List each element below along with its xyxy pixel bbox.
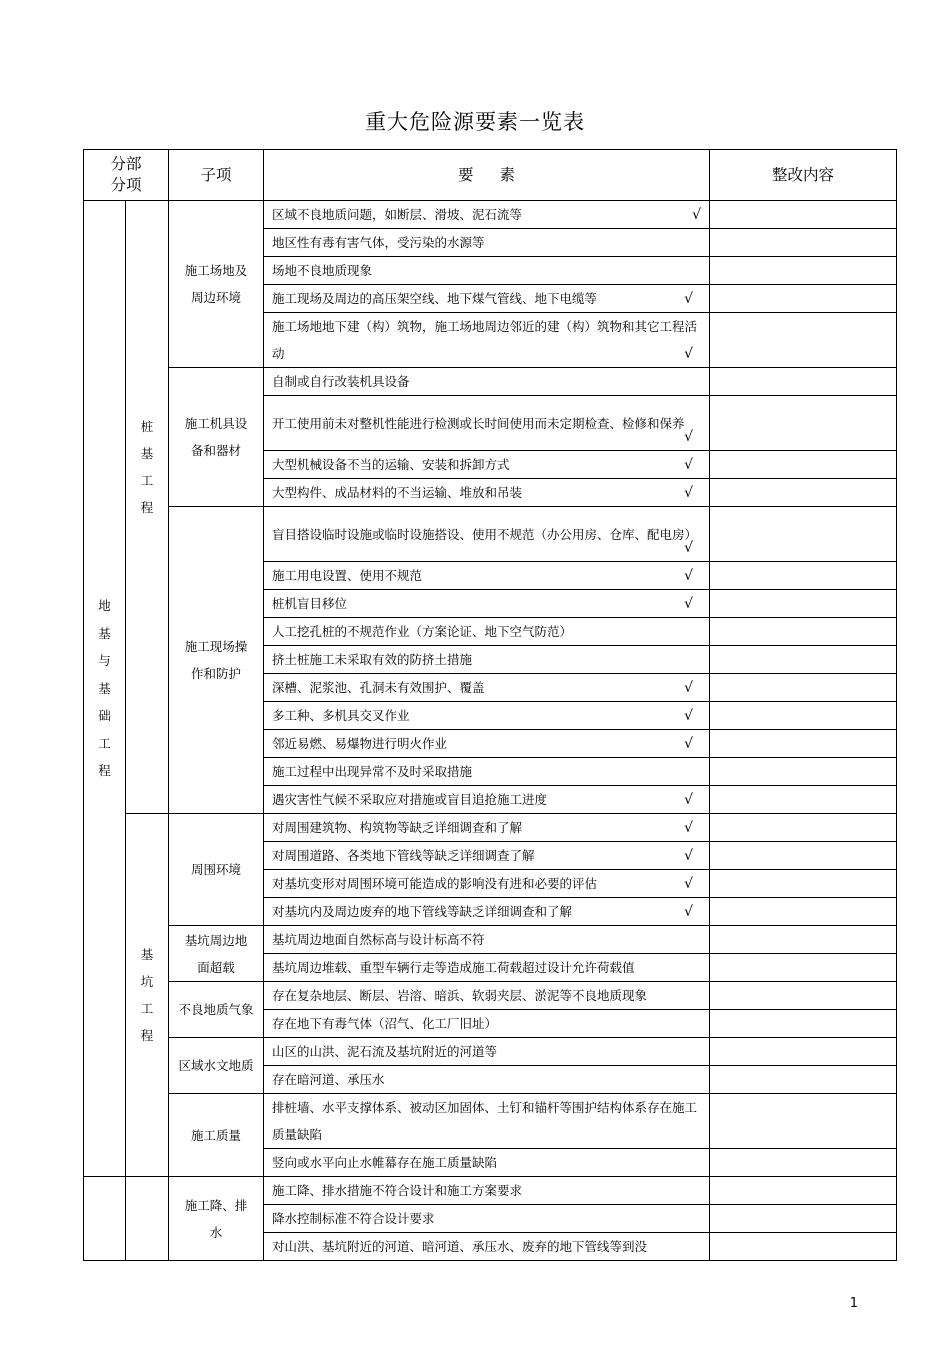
element-text: 遇灾害性气候不采取应对措施或盲目追抢施工进度 — [272, 792, 548, 807]
element-text: 施工现场及周边的高压架空线、地下煤气管线、地下电缆等 — [272, 291, 598, 306]
check-mark-icon: √ — [684, 429, 694, 445]
rectify-cell — [710, 674, 897, 702]
check-mark-icon: √ — [684, 736, 694, 752]
element-cell — [264, 1177, 710, 1205]
rectify-cell — [710, 562, 897, 590]
rectify-cell — [710, 479, 897, 507]
rectify-cell — [710, 954, 897, 982]
element-text: 施工降、排水措施不符合设计和施工方案要求 — [272, 1183, 523, 1198]
element-text: 挤土桩施工未采取有效的防挤土措施 — [272, 652, 473, 667]
element-cell — [264, 257, 710, 285]
subcategory-label: 桩 基 工 程 — [140, 419, 154, 515]
check-mark-icon: √ — [684, 680, 694, 696]
element-text: 对基坑内及周边废弃的地下管线等缺乏详细调查和了解 — [272, 904, 573, 919]
check-mark-icon: √ — [684, 792, 694, 808]
subcategory-cell — [126, 814, 169, 1177]
element-cell — [264, 618, 710, 646]
header-part-line1: 分部 — [110, 155, 142, 173]
element-cell — [264, 926, 710, 954]
element-text: 桩机盲目移位 — [272, 596, 348, 611]
subitem-cell — [169, 507, 264, 814]
subitem-cell — [169, 1094, 264, 1177]
rectify-cell — [710, 313, 897, 368]
subcategory-label: 基 坑 工 程 — [140, 947, 154, 1043]
element-text: 开工使用前未对整机性能进行检测或长时间使用而未定期检查、检修和保养 — [272, 415, 685, 431]
element-cell — [264, 1205, 710, 1233]
element-text: 自制或自行改装机具设备 — [272, 374, 410, 389]
element-cell — [264, 1233, 710, 1261]
rectify-cell — [710, 982, 897, 1010]
subitem-label: 施工质量 — [191, 1127, 242, 1143]
element-text: 对山洪、基坑附近的河道、暗河道、承压水、废弃的地下管线等到没 — [272, 1239, 648, 1254]
check-mark-icon: √ — [684, 457, 694, 473]
element-cell — [264, 814, 710, 842]
element-cell — [264, 590, 710, 618]
subitem-label: 周围环境 — [191, 862, 242, 877]
element-cell — [264, 1094, 710, 1149]
subitem-label: 区域水文地质 — [178, 1058, 254, 1073]
element-cell — [264, 1149, 710, 1177]
check-mark-icon: √ — [684, 346, 694, 362]
subcategory-cell — [126, 201, 169, 814]
element-text: 大型构件、成品材料的不当运输、堆放和吊装 — [272, 485, 523, 500]
element-cell — [264, 870, 710, 898]
table-row — [84, 201, 897, 229]
element-text: 场地不良地质现象 — [272, 263, 373, 278]
element-cell — [264, 646, 710, 674]
rectify-cell — [710, 730, 897, 758]
table-row — [84, 1094, 897, 1149]
rectify-cell — [710, 257, 897, 285]
element-cell — [264, 368, 710, 396]
element-cell — [264, 842, 710, 870]
element-text: 对周围道路、各类地下管线等缺乏详细调查了解 — [272, 848, 535, 863]
element-text: 存在复杂地层、断层、岩溶、暗浜、软弱夹层、淤泥等不良地质现象 — [272, 988, 648, 1003]
table-row — [84, 814, 897, 842]
check-mark-icon: √ — [684, 904, 694, 920]
element-text: 排桩墙、水平支撑体系、被动区加固体、土钉和锚杆等围护结构体系存在施工质量缺陷 — [272, 1100, 698, 1142]
element-text: 区域不良地质问题，如断层、滑坡、泥石流等 — [272, 207, 523, 222]
element-text: 施工用电设置、使用不规范 — [272, 568, 423, 583]
check-mark-icon: √ — [692, 207, 702, 223]
element-text: 存在暗河道、承压水 — [272, 1072, 385, 1087]
element-text: 大型机械设备不当的运输、安装和拆卸方式 — [272, 457, 510, 472]
element-cell — [264, 396, 710, 451]
element-cell — [264, 201, 710, 229]
rectify-cell — [710, 898, 897, 926]
element-text: 人工挖孔桩的不规范作业（方案论证、地下空气防范） — [272, 624, 573, 639]
element-text: 深槽、泥浆池、孔洞未有效围护、覆盖 — [272, 680, 485, 695]
subitem-label: 施工现场操 作和防护 — [184, 639, 248, 681]
element-text: 降水控制标准不符合设计要求 — [272, 1211, 435, 1226]
header-subitem: 子项 — [169, 150, 264, 201]
header-element — [264, 150, 710, 201]
subitem-label: 施工降、排 水 — [184, 1197, 248, 1240]
subcategory-cell — [126, 1177, 169, 1261]
element-cell — [264, 982, 710, 1010]
table-row — [84, 1177, 897, 1205]
element-text: 对周围建筑物、构筑物等缺乏详细调查和了解 — [272, 820, 523, 835]
element-cell — [264, 1066, 710, 1094]
rectify-cell — [710, 618, 897, 646]
rectify-cell — [710, 201, 897, 229]
element-text: 邻近易燃、易爆物进行明火作业 — [272, 736, 448, 751]
rectify-cell — [710, 1038, 897, 1066]
check-mark-icon: √ — [684, 485, 694, 501]
subitem-label: 施工机具设 备和器材 — [184, 416, 248, 458]
element-cell — [264, 898, 710, 926]
rectify-cell — [710, 396, 897, 451]
subitem-cell — [169, 814, 264, 926]
element-cell — [264, 758, 710, 786]
element-text: 竖向或水平向止水帷幕存在施工质量缺陷 — [272, 1155, 498, 1170]
hazard-table — [83, 149, 897, 1261]
element-cell — [264, 507, 710, 562]
category-cell — [84, 1177, 126, 1261]
check-mark-icon: √ — [684, 708, 694, 724]
element-text: 存在地下有毒气体（沼气、化工厂旧址） — [272, 1016, 498, 1031]
element-text: 多工种、多机具交叉作业 — [272, 708, 410, 723]
check-mark-icon: √ — [684, 820, 694, 836]
rectify-cell — [710, 368, 897, 396]
check-mark-icon: √ — [684, 848, 694, 864]
check-mark-icon: √ — [684, 540, 694, 556]
rectify-cell — [710, 229, 897, 257]
rectify-cell — [710, 285, 897, 313]
check-mark-icon: √ — [684, 876, 694, 892]
subitem-cell — [169, 1177, 264, 1261]
subitem-cell — [169, 926, 264, 982]
element-cell — [264, 1010, 710, 1038]
check-mark-icon: √ — [684, 291, 694, 307]
element-cell — [264, 313, 710, 368]
table-row — [84, 926, 897, 954]
element-cell — [264, 730, 710, 758]
element-cell — [264, 285, 710, 313]
element-cell — [264, 451, 710, 479]
rectify-cell — [710, 870, 897, 898]
rectify-cell — [710, 1010, 897, 1038]
subitem-cell — [169, 368, 264, 507]
check-mark-icon: √ — [684, 596, 694, 612]
subitem-label: 不良地质气象 — [178, 1002, 254, 1017]
category-cell — [84, 201, 126, 1177]
table-row — [84, 368, 897, 396]
rectify-cell — [710, 1177, 897, 1205]
element-text: 基坑周边堆载、重型车辆行走等造成施工荷载超过设计允许荷载值 — [272, 960, 635, 975]
element-cell — [264, 786, 710, 814]
header-part — [84, 150, 169, 201]
rectify-cell — [710, 507, 897, 562]
subitem-label: 施工场地及 周边环境 — [184, 263, 248, 305]
rectify-cell — [710, 926, 897, 954]
subitem-label: 基坑周边地 面超载 — [184, 932, 248, 975]
rectify-cell — [710, 451, 897, 479]
element-text: 施工过程中出现异常不及时采取措施 — [272, 764, 473, 779]
rectify-cell — [710, 1233, 897, 1261]
rectify-cell — [710, 786, 897, 814]
element-text: 地区性有毒有害气体，受污染的水源等 — [272, 235, 485, 250]
subitem-cell — [169, 1038, 264, 1094]
rectify-cell — [710, 1149, 897, 1177]
element-cell — [264, 674, 710, 702]
page-number: 1 — [849, 1296, 858, 1311]
rectify-cell — [710, 814, 897, 842]
rectify-cell — [710, 646, 897, 674]
table-row — [84, 982, 897, 1010]
table-header-row — [84, 150, 897, 201]
rectify-cell — [710, 758, 897, 786]
element-text: 基坑周边地面自然标高与设计标高不符 — [272, 932, 485, 947]
header-part-line2: 分项 — [110, 176, 142, 194]
rectify-cell — [710, 590, 897, 618]
element-cell — [264, 954, 710, 982]
rectify-cell — [710, 842, 897, 870]
element-cell — [264, 479, 710, 507]
table-row — [84, 507, 897, 562]
subitem-cell — [169, 201, 264, 368]
subitem-cell — [169, 982, 264, 1038]
page-title: 重大危险源要素一览表 — [365, 110, 585, 134]
element-cell — [264, 702, 710, 730]
element-text: 施工场地地下建（构）筑物，施工场地周边邻近的建（构）筑物和其它工程活动 — [272, 319, 698, 361]
element-cell — [264, 562, 710, 590]
element-text: 山区的山洪、泥石流及基坑附近的河道等 — [272, 1044, 498, 1059]
element-cell — [264, 229, 710, 257]
header-rectify: 整改内容 — [710, 150, 897, 201]
rectify-cell — [710, 1205, 897, 1233]
table-row — [84, 1038, 897, 1066]
category-label: 地 基 与 基 础 工 程 — [98, 598, 111, 779]
rectify-cell — [710, 702, 897, 730]
element-text: 盲目搭设临时设施或临时设施搭设、使用不规范（办公用房、仓库、配电房） — [272, 526, 698, 542]
element-text: 对基坑变形对周围环境可能造成的影响没有进和必要的评估 — [272, 876, 598, 891]
header-element-label: 要素 — [458, 165, 542, 184]
rectify-cell — [710, 1094, 897, 1149]
rectify-cell — [710, 1066, 897, 1094]
check-mark-icon: √ — [684, 568, 694, 584]
element-cell — [264, 1038, 710, 1066]
